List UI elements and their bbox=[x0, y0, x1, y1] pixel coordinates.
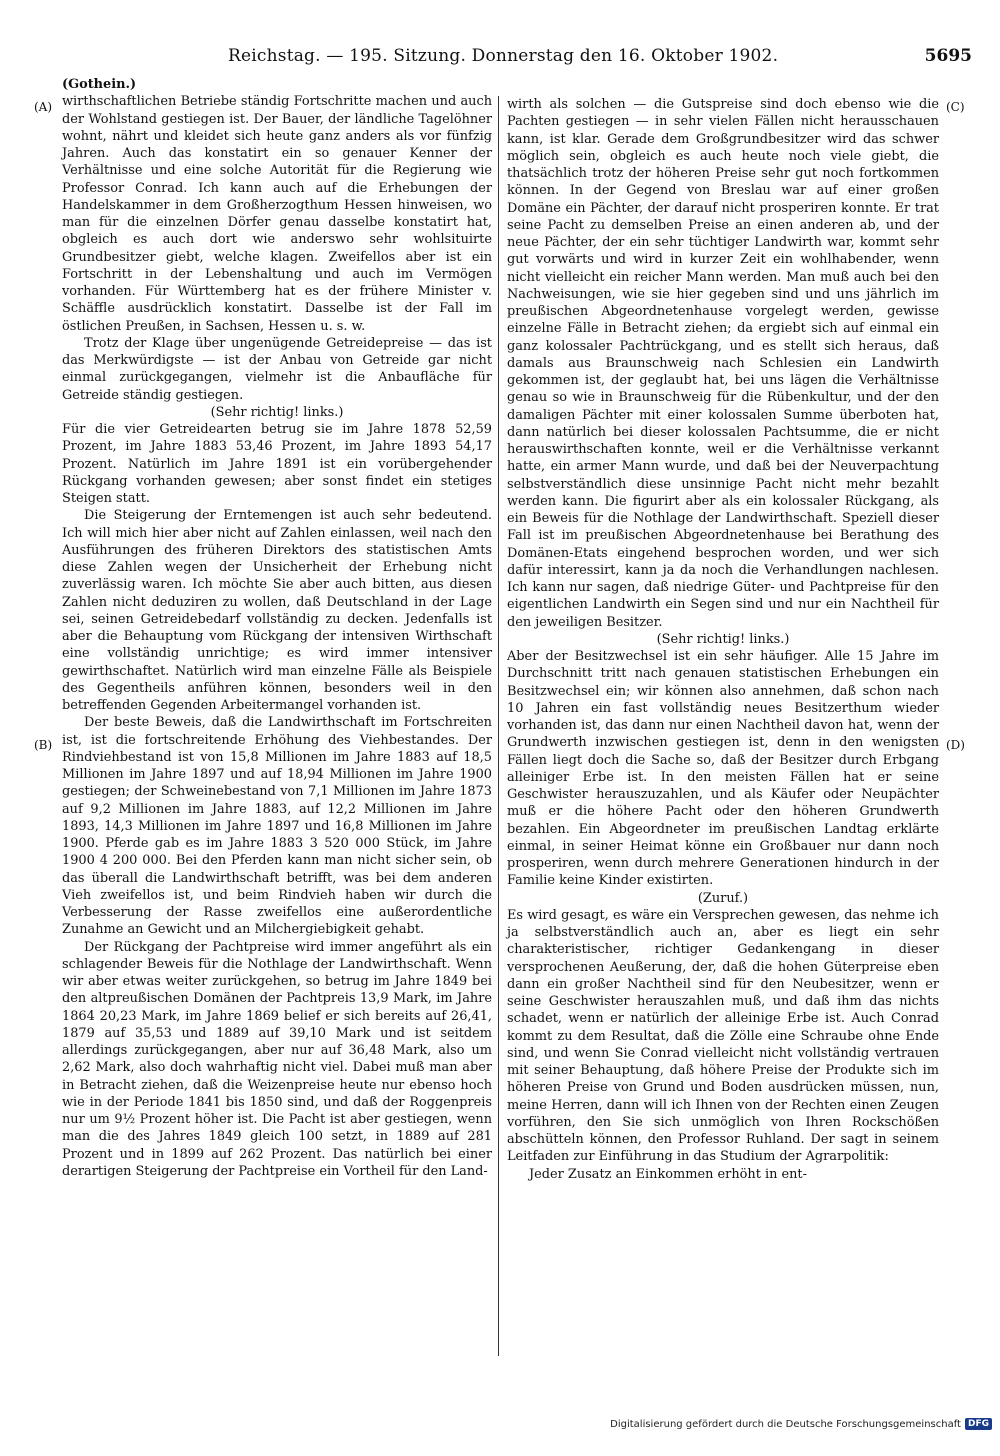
paragraph: Die Steigerung der Erntemengen ist auch sehr bedeutend. Ich will mich hier aber nicht auf Zahlen einlassen, weil nach den Ausführungen des früheren Direktors des statistischen Amts diese Zahlen wegen der Unsicherheit der Erhebung nicht zuverlässig waren. Ich möchte Sie aber auch bitten, aus diesen Zahlen nicht deduziren zu wollen, daß Deutschland in der Lage sei, seinen Getreidebedarf vollständig zu decken. Jedenfalls ist aber die Behauptung vom Rückgang der intensiven Wirthschaft eine vollständig unrichtige; es wird immer intensiver gewirthschaftet. Natürlich wird man einzelne Fälle als Beispiele des Gegentheils anführen können, besonders weil in den betreffenden Gegenden Arbeitermangel vorhanden ist. bbox=[62, 508, 492, 713]
page-header bbox=[0, 46, 1000, 76]
footer-text: Digitalisierung gefördert durch die Deutsche Forschungsgemeinschaft bbox=[610, 1418, 961, 1430]
paragraph: Trotz der Klage über ungenügende Getreidepreise — das ist das Merkwürdigste — ist der Anbau von Getreide gar nicht einmal zurückgegangen, vielmehr ist die Anbaufläche für Getreide ständig gestiegen. bbox=[62, 335, 492, 403]
dfg-logo-icon: DFG bbox=[965, 1418, 992, 1430]
interjection: (Sehr richtig! links.) bbox=[210, 404, 344, 420]
paragraph: wirth als solchen — die Gutspreise sind doch ebenso wie die Pachten gestiegen — in sehr vielen Fällen nicht herausschauen kann, ist klar. Gerade dem Großgrundbesitzer wird das schwer möglich sein, obgleich es auch heute noch viele giebt, die thatsächlich trotz der höheren Preise sehr gut noch fortkommen können. In der Gegend von Breslau war auf einer großen Domäne ein Pächter, der darauf nicht prosperiren konnte. Er trat seine Pacht zu demselben Preise an einen anderen ab, und der neue Pächter, der ein sehr tüchtiger Landwirth war, kommt sehr gut vorwärts und wird in kurzer Zeit ein wohlhabender, wenn nicht vielleicht ein reicher Mann werden. Man muß auch bei den Nachweisungen, wie sie hier gegeben sind und uns jährlich im preußischen Abgeordnetenhause vorgelegt werden, gewisse einzelne Fälle in Betracht ziehen; da ergiebt sich auf einmal ein ganz kolossaler Pachtrückgang, und es stellt sich heraus, daß damals aus Braunschweig nach Schlesien ein Landwirth gekommen ist, der geglaubt hat, bei uns lägen die Verhältnisse genau so wie in Braunschweig für die Rübenkultur, und der den damaligen Pächter mit einer kolossalen Summe überboten hat, dann natürlich bei dieser kolossalen Pachtsumme, die er nicht herauswirthschaften konnte, weil er die Verhältnisse verkannt hatte, ein armer Mann wurde, und daß bei der Neuverpachtung selbstverständlich diese unsinnige Pacht nicht mehr bezahlt werden kann. Die figurirt aber als ein kolossaler Rückgang, als ein Beweis für die Nothlage der Landwirthschaft. Speziell dieser Fall ist im preußischen Abgeordnetenhause bei Berathung des Domänen-Etats eingehend besprochen worden, und wer sich dafür interessirt, kann ja da noch die Verhandlungen nachlesen. Ich kann nur sagen, daß niedrige Güter- und Pachtpreise für den eigentlichen Landwirth ein Segen sind und nur ein Nachtheil für den jeweiligen Besitzer. bbox=[507, 97, 939, 630]
column-divider bbox=[498, 96, 499, 1356]
margin-marker-d: (D) bbox=[946, 738, 965, 752]
paragraph: Für die vier Getreidearten betrug sie im Jahre 1878 52,59 Prozent, im Jahre 1883 53,46 Prozent, im Jahre 1893 54,17 Prozent. Natürlich im Jahre 1891 ist ein vorübergehender Rückgang vorhanden gewesen; aber sonst findet ein stetiges Steigen statt. bbox=[62, 422, 492, 506]
speaker-name: (Gothein.) bbox=[62, 77, 137, 92]
interjection: (Zuruf.) bbox=[697, 890, 749, 906]
margin-marker-a: (A) bbox=[34, 100, 53, 114]
paragraph: Der beste Beweis, daß die Landwirthschaft im Fortschreiten ist, ist die fortschreitende Erhöhung des Viehbestandes. Der Rindviehbestand ist von 15,8 Millionen im Jahre 1883 auf 18,5 Millionen im Jahre 1897 und auf 18,94 Millionen im Jahre 1900 gestiegen; der Schweinebestand von 7,1 Millionen im Jahre 1873 auf 9,2 Millionen im Jahre 1883, auf 12,2 Millionen im Jahre 1893, 14,3 Millionen im Jahre 1897 und 16,8 Millionen im Jahre 1900. Pferde gab es im Jahre 1883 3 520 000 Stück, im Jahre 1900 4 200 000. Bei den Pferden kann man nicht sicher sein, ob das überall die Landwirthschaft betrifft, was bei dem anderen Vieh zweifellos ist, und beim Rindvieh haben wir durch die Verbesserung der Rasse zweifellos eine außerordentliche Zunahme an Gewicht und an Milchergiebigkeit gehabt. bbox=[62, 715, 492, 938]
paragraph: Der Rückgang der Pachtpreise wird immer angeführt als ein schlagender Beweis für die Nothlage der Landwirthschaft. Wenn wir aber etwas weiter zurückgehen, so betrug im Jahre 1849 bei den altpreußischen Domänen der Pachtpreis 13,9 Mark, im Jahre 1864 20,23 Mark, im Jahre 1869 belief er sich bereits auf 26,41, 1879 auf 35,53 und 1889 auf 39,10 Mark und ist seitdem allerdings zurückgegangen, aber nur auf 36,48 Mark, also um 2,62 Mark, also doch wahrhaftig nicht viel. Dabei muß man aber in Betracht ziehen, daß die Weizenpreise heute nur ebenso hoch wie in der Periode 1841 bis 1850 sind, und daß der Roggenpreis nur um 9½ Prozent höher ist. Die Pacht ist aber gestiegen, wenn man die des Jahres 1849 gleich 100 setzt, in 1889 auf 281 Prozent und in 1899 auf 262 Prozent. Das natürlich bei einer derartigen Steigerung der Pachtpreise ein Vortheil für den Land- bbox=[62, 939, 492, 1179]
footer-credit bbox=[610, 1418, 992, 1430]
paragraph: Es wird gesagt, es wäre ein Versprechen gewesen, das nehme ich ja selbstverständlich auch an, aber es liegt ein sehr charakteristischer, richtiger Gedankengang in dieser versprochenen Aeußerung, der, daß die hohen Güterpreise eben dann ein großer Nachtheil sind für den Neubesitzer, wenn er seine Geschwister herauszahlen muß, und daß ihm das nichts schadet, wenn er natürlich der alleinige Erbe ist. Auch Conrad kommt zu dem Resultat, daß die Zölle eine Schraube ohne Ende sind, und wenn Sie Conrad vielleicht nicht vollständig vertrauen mit seiner Behauptung, daß höhere Preise der Produkte sich im höheren Preise von Grund und Boden ausdrücken müssen, nun, meine Herren, dann will ich Ihnen von der Rechten einen Zeugen vorführen, den Sie sich unmöglich von Ihren Rockschößen abschütteln können, den Professor Ruhland. Der sagt in seinem Leitfaden zur Einführung in das Studium der Agrarpolitik: bbox=[507, 907, 939, 1165]
interjection: (Sehr richtig! links.) bbox=[656, 631, 790, 647]
header-title: Reichstag. — 195. Sitzung. Donnerstag den 16. Oktober 1902. bbox=[228, 46, 779, 66]
margin-marker-b: (B) bbox=[34, 738, 53, 752]
left-column bbox=[62, 76, 492, 1411]
paragraph: wirthschaftlichen Betriebe ständig Fortschritte machen und auch der Wohlstand gestiegen ist. Der Bauer, der ländliche Tagelöhner wohnt, nährt und kleidet sich heute ganz anders als vor fünfzig Jahren. Auch das konstatirt ein so genauer Kenner der Verhältnisse und eine solche Autorität für die Regierung wie Professor Conrad. Ich kann auch auf die Erhebungen der Handelskammer in dem Großherzogthum Hessen hinweisen, wo man für die einzelnen Dörfer genau dasselbe konstatirt hat, obgleich es auch dort wie anderswo sehr wohlsituirte Grundbesitzer giebt, welche klagen. Zweifellos aber ist ein Fortschritt in der Lebenshaltung und auch im Vermögen vorhanden. Für Württemberg hat es der frühere Minister v. Schäffle ausdrücklich konstatirt. Dasselbe ist der Fall im östlichen Preußen, in Sachsen, Hessen u. s. w. bbox=[62, 94, 492, 334]
page-number: 5695 bbox=[924, 46, 972, 66]
right-column bbox=[507, 96, 939, 1456]
paragraph: Aber der Besitzwechsel ist ein sehr häufiger. Alle 15 Jahre im Durchschnitt tritt nach genauen statistischen Erhebungen ein Besitzwechsel ein; wir können also annehmen, daß schon nach 10 Jahren ein fast vollständig neues Besitzerthum wieder vorhanden ist, das dann nur einen Nachtheil davon hat, wenn der Grundwerth inzwischen gestiegen ist, denn in den wenigsten Fällen liegt doch die Sache so, daß der Besitzer durch Erbgang alleiniger Erbe ist. In den meisten Fällen hat er seine Geschwister herauszuzahlen, und als Käufer oder Neupächter muß er die höhere Pacht oder den höheren Grundwerth bezahlen. Ein Abgeordneter im preußischen Landtag erklärte einmal, in seiner Heimat könne ein Großbauer nur dann noch prosperiren, wenn durch mehrere Generationen hindurch in der Familie keine Kinder existirten. bbox=[507, 649, 939, 889]
margin-marker-c: (C) bbox=[946, 100, 965, 114]
paragraph: Jeder Zusatz an Einkommen erhöht in ent- bbox=[529, 1166, 807, 1182]
